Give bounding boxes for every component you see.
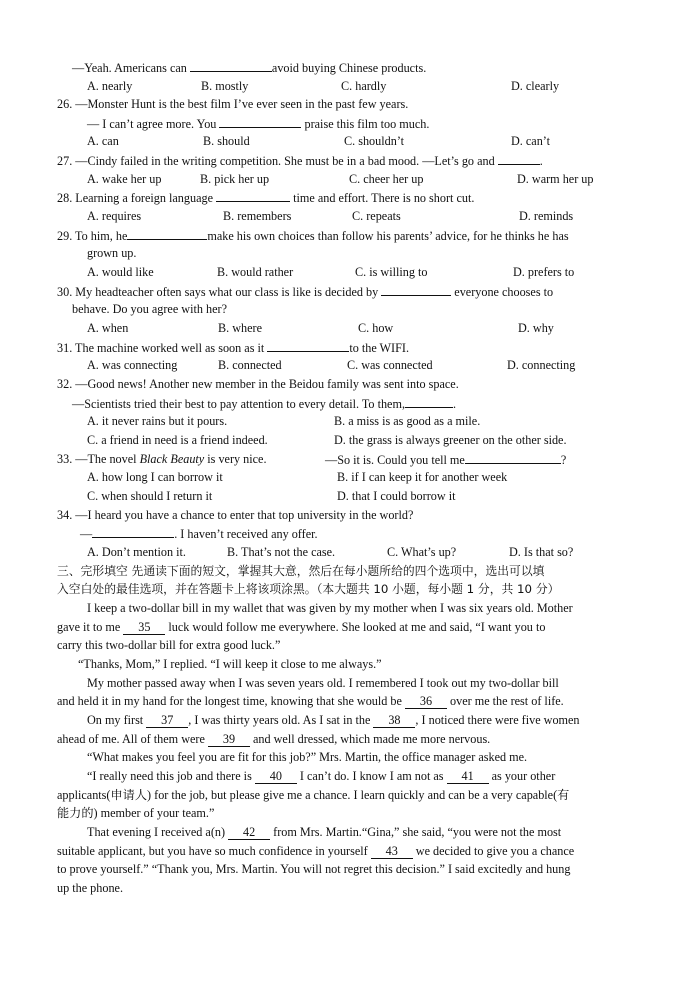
passage-p7-line3: to prove yourself.” “Thank you, Mrs. Martin. You will not regret this decision.” I said excitedly and hung — [57, 862, 571, 876]
passage-p7-line1: That evening I received a(n) 42 from Mrs. Martin.“Gina,” she said, “you were not the most — [87, 825, 562, 839]
q34-line1: 34. —I heard you have a chance to enter that top university in the world? — [57, 508, 414, 522]
passage-p6-line3: 能力的) member of your team.” — [57, 806, 215, 820]
section3-heading-line1: 三、完形填空 先通读下面的短文，掌握其大意，然后在每小题所给的四个选项中，选出可以填 — [57, 564, 545, 578]
q29-blank — [127, 227, 207, 240]
q25-option-d: D. clearly — [511, 79, 560, 93]
q28-option-a: A. requires — [87, 209, 142, 223]
q30-option-c: C. how — [358, 321, 394, 335]
q33-reply: —So it is. Could you tell me ? — [325, 453, 567, 467]
blank-40: 40 — [255, 770, 297, 784]
q26-option-a: A. can — [87, 134, 119, 148]
q29-option-a: A. would like — [87, 265, 154, 279]
q33-book-title: Black Beauty — [139, 452, 205, 466]
q33-option-c: C. when should I return it — [87, 489, 213, 503]
q25-stem: —Yeah. Americans can avoid buying Chinese products. — [72, 61, 427, 75]
passage-p2: “Thanks, Mom,” I replied. “I will keep it close to me always.” — [78, 657, 382, 671]
q31-option-c: C. was connected — [347, 358, 433, 372]
q29-option-b: B. would rather — [217, 265, 294, 279]
q27-option-d: D. warm her up — [517, 172, 594, 186]
q27-option-a: A. wake her up — [87, 172, 162, 186]
q26-line1: 26. —Monster Hunt is the best film I’ve ever seen in the past few years. — [57, 97, 409, 111]
q34-option-a: A. Don’t mention it. — [87, 545, 186, 559]
q30-line2: behave. Do you agree with her? — [72, 302, 227, 316]
passage-p6-line2: applicants(申请人) for the job, but please give me a chance. I learn quickly and can be a very capable(有 — [57, 788, 570, 802]
q31-blank — [267, 339, 349, 352]
q27-option-c: C. cheer her up — [349, 172, 424, 186]
passage-p5: “What makes you feel you are fit for this job?” Mrs. Martin, the office manager asked me. — [87, 750, 528, 764]
q28-blank — [216, 189, 290, 202]
blank-42: 42 — [228, 826, 270, 840]
q27-option-b: B. pick her up — [200, 172, 270, 186]
q34-line2: — . I haven’t received any offer. — [80, 527, 318, 541]
passage-p1-line2: gave it to me 35 luck would follow me everywhere. She looked at me and said, “I want you to — [57, 620, 546, 634]
q26-blank — [219, 115, 301, 128]
q32-option-d: D. the grass is always greener on the other side. — [334, 433, 567, 447]
q32-option-c: C. a friend in need is a friend indeed. — [87, 433, 268, 447]
passage-p4-line1: On my first 37 , I was thirty years old. As I sat in the 38 , I noticed there were five women — [87, 713, 580, 727]
q32-option-b: B. a miss is as good as a mile. — [334, 414, 481, 428]
q33-option-b: B. if I can keep it for another week — [337, 470, 508, 484]
q30-option-d: D. why — [518, 321, 554, 335]
q27-stem: 27. —Cindy failed in the writing competition. She must be in a bad mood. —Let’s go and . — [57, 154, 543, 168]
q28-option-b: B. remembers — [223, 209, 292, 223]
q33-option-a: A. how long I can borrow it — [87, 470, 223, 484]
q34-option-b: B. That’s not the case. — [227, 545, 336, 559]
q32-blank — [405, 395, 453, 408]
q29-option-d: D. prefers to — [513, 265, 575, 279]
q27-blank — [498, 152, 540, 165]
blank-39: 39 — [208, 733, 250, 747]
q28-option-c: C. repeats — [352, 209, 401, 223]
passage-p1-line1: I keep a two-dollar bill in my wallet that was given by my mother when I was six years old. Mother — [87, 601, 573, 615]
q30-stem: 30. My headteacher often says what our class is like is decided by everyone chooses to — [57, 285, 554, 299]
q34-option-d: D. Is that so? — [509, 545, 574, 559]
passage-p3-line2: and held it in my hand for the longest time, knowing that she would be 36 over me the rest of life. — [57, 694, 564, 708]
passage-p7-line2: suitable applicant, but you have so much confidence in yourself 43 we decided to give you a chance — [57, 844, 575, 858]
q29-option-c: C. is willing to — [355, 265, 428, 279]
q25-blank — [190, 59, 272, 72]
q32-line1: 32. —Good news! Another new member in the Beidou family was sent into space. — [57, 377, 459, 391]
q33-blank — [465, 451, 561, 464]
q32-option-a: A. it never rains but it pours. — [87, 414, 228, 428]
blank-38: 38 — [373, 714, 415, 728]
q26-option-c: C. shouldn’t — [344, 134, 405, 148]
blank-43: 43 — [371, 845, 413, 859]
q31-stem: 31. The machine worked well as soon as it to the WIFI. — [57, 341, 410, 355]
passage-p1-line3: carry this two-dollar bill for extra good luck.” — [57, 638, 281, 652]
q28-stem: 28. Learning a foreign language time and effort. There is no short cut. — [57, 191, 475, 205]
q26-line2: — I can’t agree more. You praise this film too much. — [87, 117, 430, 131]
q25-option-a: A. nearly — [87, 79, 133, 93]
passage-p6-line1: “I really need this job and there is 40 I can’t do. I know I am not as 41 as your other — [87, 769, 556, 783]
q26-option-b: B. should — [203, 134, 250, 148]
section3-heading-line2: 入空白处的最佳选项，并在答题卡上将该项涂黑。（本大题共 10 小题，每小题 1 分，共 10 分） — [57, 582, 560, 596]
q31-option-b: B. connected — [218, 358, 282, 372]
q26-option-d: D. can’t — [511, 134, 551, 148]
q25-option-c: C. hardly — [341, 79, 387, 93]
q33-stem: 33. —The novel Black Beauty is very nice. — [57, 452, 267, 466]
blank-35: 35 — [123, 621, 165, 635]
q29-stem: 29. To him, he make his own choices than follow his parents’ advice, for he thinks he has — [57, 229, 569, 243]
q33-option-d: D. that I could borrow it — [337, 489, 456, 503]
q29-line2: grown up. — [87, 246, 137, 260]
q25-option-b: B. mostly — [201, 79, 249, 93]
q30-blank — [381, 283, 451, 296]
q30-option-b: B. where — [218, 321, 262, 335]
passage-p3-line1: My mother passed away when I was seven years old. I remembered I took out my two-dollar bill — [87, 676, 559, 690]
blank-41: 41 — [447, 770, 489, 784]
q31-option-a: A. was connecting — [87, 358, 178, 372]
q34-blank — [92, 525, 174, 538]
q30-option-a: A. when — [87, 321, 129, 335]
passage-p7-line4: up the phone. — [57, 881, 124, 895]
q34-option-c: C. What’s up? — [387, 545, 457, 559]
q31-option-d: D. connecting — [507, 358, 576, 372]
blank-36: 36 — [405, 695, 447, 709]
blank-37: 37 — [146, 714, 188, 728]
q28-option-d: D. reminds — [519, 209, 574, 223]
passage-p4-line2: ahead of me. All of them were 39 and well dressed, which made me more nervous. — [57, 732, 491, 746]
q32-line2: —Scientists tried their best to pay attention to every detail. To them, . — [72, 397, 457, 411]
